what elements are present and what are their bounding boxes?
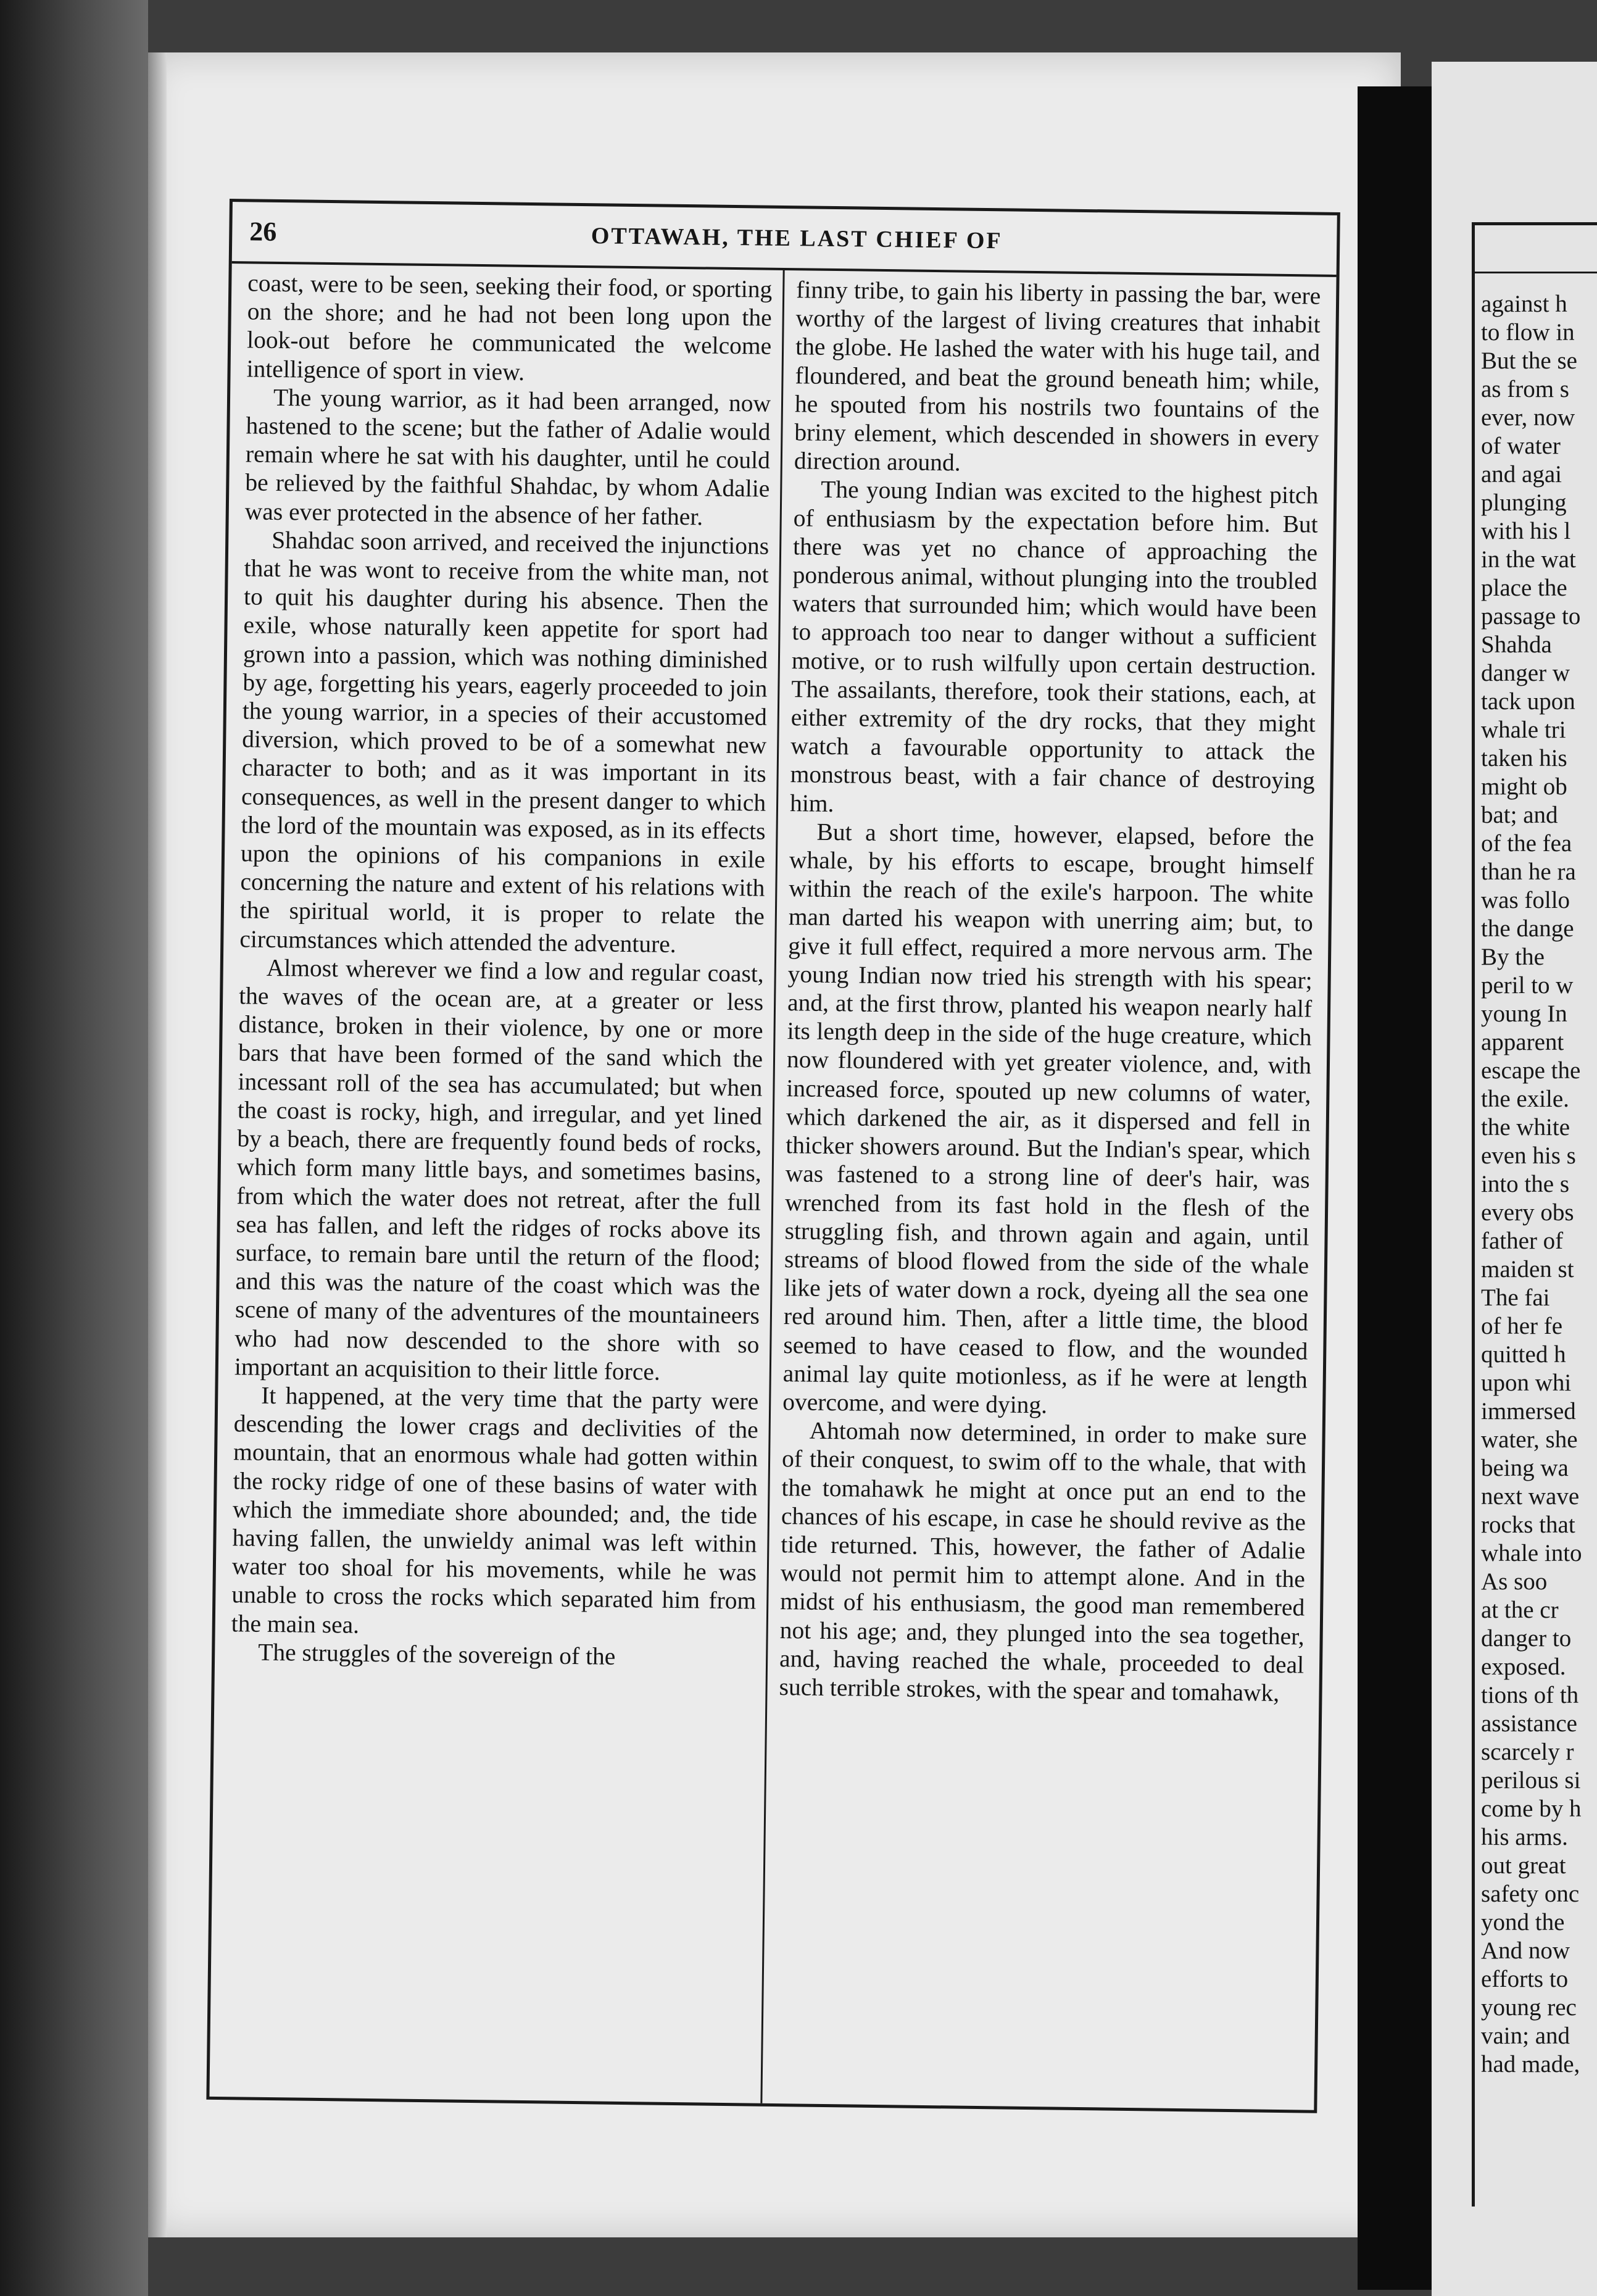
next-page-line: every obs xyxy=(1481,1199,1574,1226)
next-page-line: into the s xyxy=(1481,1171,1569,1197)
next-page-line: father of xyxy=(1481,1228,1564,1254)
next-page-line: quitted h xyxy=(1481,1341,1566,1368)
next-page-line: had made, xyxy=(1481,2051,1580,2078)
next-page-line: to flow in xyxy=(1481,319,1575,346)
next-page-line: his arms. xyxy=(1481,1824,1568,1850)
page-number: 26 xyxy=(249,216,277,247)
next-page-line: than he ra xyxy=(1481,859,1576,885)
left-paragraph-1: coast, were to be seen, seeking their food, or sporting on the shore; and he had not been long upon the look-out before he communicated the welcome intelligence of sport in view. xyxy=(246,269,773,386)
left-paragraph-4: Almost wherever we find a low and regular coast, the waves of the ocean are, at a greater or less distance, broken in their violence, by one or more bars that have been formed of the sand which the incessant roll of the sea has accumulated; but when the coast is rocky, high, and irregular, and yet lined by a beach, there are frequently found beds of rocks, which form many little bays, and sometimes basins, from which the water does not retreat, after the full sea has fallen, and left the ridges of rocks above its surface, to remain bare until the return of the flood; and this was the nature of the coast which was the scene of many of the adventures of the mountaineers who had now descended to the shore with so important an acquisition to their little force. xyxy=(234,954,764,1386)
next-page-line: at the cr xyxy=(1481,1597,1559,1623)
next-page-line: being wa xyxy=(1481,1455,1569,1481)
next-page-line: the dange xyxy=(1481,915,1574,942)
next-page-line: danger w xyxy=(1481,660,1570,686)
next-page-line: yond the xyxy=(1481,1909,1565,1936)
next-page-line: Shahda xyxy=(1481,631,1552,658)
next-page-line: immersed xyxy=(1481,1398,1576,1425)
left-paragraph-3: Shahdac soon arrived, and received the injunctions that he was wont to receive from the white man, not to quit his daughter during his absence. Then the exile, whose naturally keen appetite for sport had grown into a passion, which was nothing diminished by age, forgetting his years, eagerly proceeded to join the young warrior, in a species of their accustomed diversion, which proved to be of a somewhat new character to both; and as it was important in its consequences, as well in the present danger to which the lord of the mountain was exposed, as in its effects upon the opinions of his companions in exile concerning the nature and extent of his relations with the spiritual world, it is proper to relate the circumstances which attended the adventure. xyxy=(239,526,769,958)
next-page-line: of water xyxy=(1481,433,1561,459)
next-page-line: As soo xyxy=(1481,1568,1548,1595)
right-paragraph-2: The young Indian was excited to the highest pitch of enthusiasm by the expectation before him. But there was yet no chance of approaching the ponderous animal, without plunging into the troubled waters that surrounded him; which would have been to approach too near to danger without a sufficient motive, or to rush wilfully upon certain destruction. The assailants, therefore, took their stations, each, at either extremity of the dry rocks, that they might watch a favourable opportunity to attack the monstrous beast, with a fair chance of destroying him. xyxy=(789,476,1319,817)
next-page-line: whale into xyxy=(1481,1540,1582,1566)
next-page-line: with his l xyxy=(1481,518,1571,544)
page-edge-shadow xyxy=(148,52,167,2237)
next-page-line: exposed. xyxy=(1481,1653,1566,1680)
next-page-line: rocks that xyxy=(1481,1512,1575,1538)
next-page-line: efforts to xyxy=(1481,1966,1569,1992)
next-page-line: the exile. xyxy=(1481,1086,1569,1112)
next-page-line: come by h xyxy=(1481,1795,1582,1822)
next-page-line: young In xyxy=(1481,1000,1567,1027)
next-page-line: But the se xyxy=(1481,347,1577,374)
right-column xyxy=(774,275,1321,2100)
next-page-line: upon whi xyxy=(1481,1370,1572,1396)
next-page-header-rule xyxy=(1472,272,1597,273)
next-page-line: escape the xyxy=(1481,1057,1581,1084)
running-head: OTTAWAH, THE LAST CHIEF OF xyxy=(591,223,1003,254)
left-paragraph-5: It happened, at the very time that the party were descending the lower crags and declivities of the mountain, that an enormous whale had gotten within the rocky ridge of one of these basins of water with which the immediate shore abounded; and, the tide having fallen, the unwieldy animal was left within water too shoal for his movements, while he was unable to cross the rocks which separated him from the main sea. xyxy=(231,1381,759,1639)
next-page-line: water, she xyxy=(1481,1426,1578,1453)
next-page-line: tack upon xyxy=(1481,688,1575,715)
page-header xyxy=(232,202,1337,277)
next-page-line: and agai xyxy=(1481,461,1562,488)
next-page-line: By the xyxy=(1481,944,1545,970)
next-page-line: in the wat xyxy=(1481,546,1576,573)
next-page-line: next wave xyxy=(1481,1483,1580,1510)
left-paragraph-2: The young warrior, as it had been arranged, now hastened to the scene; but the father of Adalie would remain where he sat with his daughter, until he could be relieved by the faithful Shahdac, by whom Adalie was ever protected in the absence of her father. xyxy=(244,383,771,531)
next-page-line: scarcely r xyxy=(1481,1739,1574,1765)
next-page-line: tions of th xyxy=(1481,1682,1579,1708)
next-page-line: as from s xyxy=(1481,376,1569,402)
next-page-line: passage to xyxy=(1481,603,1581,630)
next-page-line: even his s xyxy=(1481,1142,1576,1169)
left-column xyxy=(226,268,773,2093)
next-page-line: peril to w xyxy=(1481,972,1574,999)
next-page-line: maiden st xyxy=(1481,1256,1574,1283)
book-gutter xyxy=(1358,86,1444,2290)
next-page-text-fragments xyxy=(1481,290,1597,2197)
next-page-line: bat; and xyxy=(1481,802,1558,828)
right-paragraph-4: Ahtomah now determined, in order to make sure of their conquest, to swim off to the whale, that with the tomahawk he might at once put an end to the chances of his escape, in case he should revive as the tide returned. This, however, the father of Adalie would not permit him to attempt alone. And in the midst of his enthusiasm, the good man remembered not his age; and, they plunged into the sea together, and, having reached the whale, proceeded to deal such terrible strokes, with the spear and tomahawk, xyxy=(779,1416,1307,1707)
next-page-line: of her fe xyxy=(1481,1313,1563,1339)
next-page-line: apparent xyxy=(1481,1029,1564,1055)
next-page-line: was follo xyxy=(1481,887,1570,913)
next-page-line: And now xyxy=(1481,1937,1570,1964)
next-page-line: safety onc xyxy=(1481,1881,1580,1907)
next-page-line: the white xyxy=(1481,1114,1570,1141)
scan-left-margin xyxy=(0,0,148,2296)
next-page-line: might ob xyxy=(1481,773,1567,800)
left-paragraph-6: The struggles of the sovereign of the xyxy=(257,1638,616,1670)
next-page-line: assistance xyxy=(1481,1710,1577,1737)
right-paragraph-3: But a short time, however, elapsed, before the whale, by his efforts to escape, brought himself within the reach of the exile's harpoon. The white man darted his weapon with unerring aim; but, to give it full effect, required a more nervous arm. The young Indian now tried his strength with his spear; and, at the first throw, planted his weapon nearly half its length deep in the side of the huge creature, which now floundered with yet greater violence, and, with increased force, spouted up new columns of water, which darkened the air, as it dispersed and fell in thicker showers around. But the Indian's spear, which was fastened to a strong line of deer's hair, was wrenched from its fast hold in the flesh of the struggling fish, and thrown again and again, until streams of blood flowed from the side of the whale like jets of water down a rock, dyeing all the sea one red around him. Then, after a little time, the blood seemed to have ceased to flow, and the wounded animal lay quite motionless, as if he were at length overcome, and were dying. xyxy=(782,818,1314,1419)
next-page-line: vain; and xyxy=(1481,2023,1570,2049)
next-page-line: ever, now xyxy=(1481,404,1575,431)
next-page-line: of the fea xyxy=(1481,830,1572,857)
next-page-line: perilous si xyxy=(1481,1767,1581,1794)
next-page-line: danger to xyxy=(1481,1625,1572,1652)
next-page-line: taken his xyxy=(1481,745,1567,772)
right-paragraph-1: finny tribe, to gain his liberty in passing the bar, were worthy of the largest of living creatures that inhabit the globe. He lashed the water with his huge tail, and floundered, and beat the ground beneath him; while, he spouted from his nostrils two fountains of the briny element, which descended in showers in every direction around. xyxy=(794,276,1321,476)
next-page-line: young rec xyxy=(1481,1994,1577,2021)
next-page-line: out great xyxy=(1481,1852,1566,1879)
next-page-line: against h xyxy=(1481,291,1567,317)
next-page-line: plunging xyxy=(1481,489,1567,516)
next-page-line: whale tri xyxy=(1481,717,1566,743)
next-page-line: The fai xyxy=(1481,1284,1550,1311)
next-page-line: place the xyxy=(1481,575,1567,601)
page-frame xyxy=(206,199,1340,2113)
